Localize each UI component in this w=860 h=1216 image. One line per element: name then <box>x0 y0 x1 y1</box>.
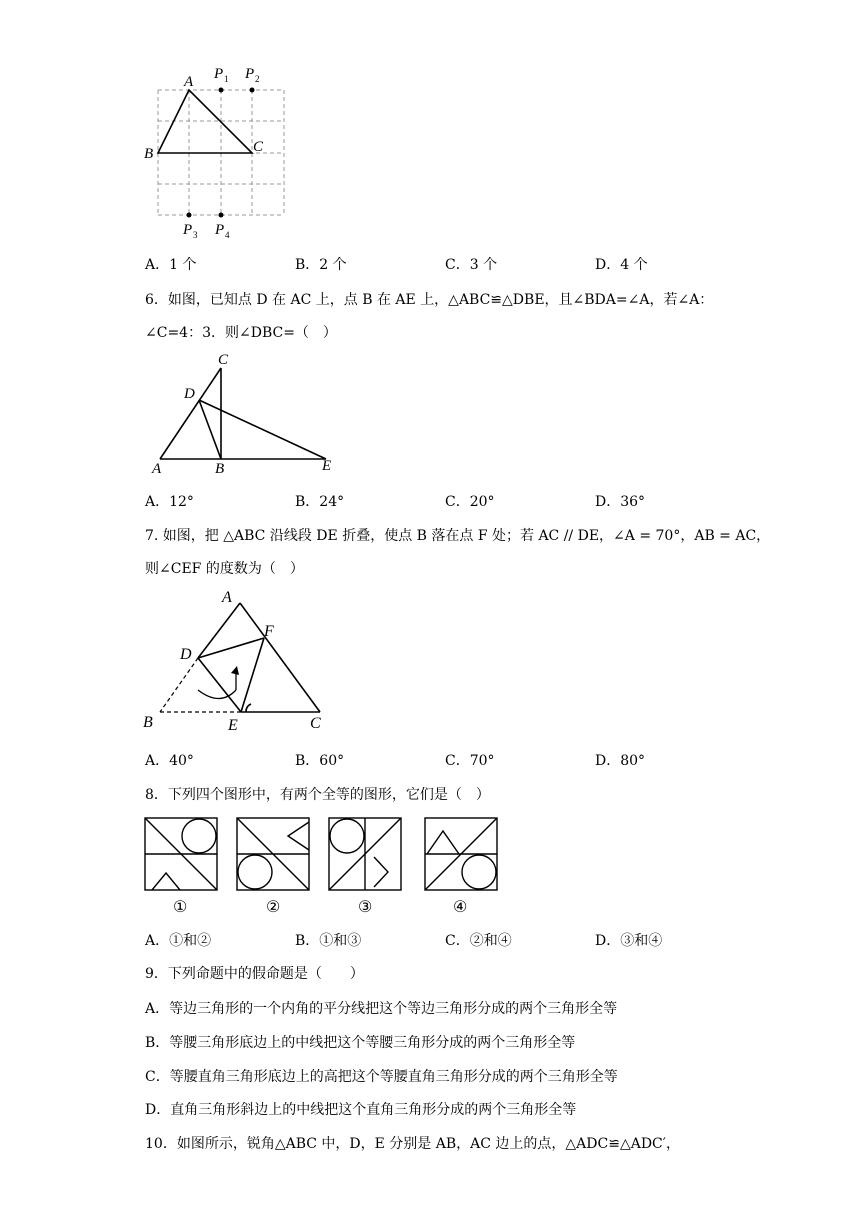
q8-option-d[interactable]: D．③和④ <box>595 933 663 949</box>
q7-option-b[interactable]: B．60° <box>295 753 345 769</box>
svg-text:P: P <box>245 66 255 82</box>
q8-option-b[interactable]: B．①和③ <box>295 933 362 949</box>
q8-label-1: ① <box>173 897 188 916</box>
q5-option-a[interactable]: A．1 个 <box>145 257 197 273</box>
svg-text:B: B <box>143 714 153 731</box>
q6-stem-line1: 6．如图，已知点 D 在 AC 上，点 B 在 AE 上，△ABC≌△DBE，且∠BDA=∠A，若∠A： <box>145 292 714 308</box>
q8-shape-1 <box>144 817 220 893</box>
q10-stem-line1: 10．如图所示，锐角△ABC 中，D，E 分别是 AB，AC 边上的点，△ADC≌△ADC′， <box>145 1136 680 1152</box>
q7-fold-figure <box>140 585 340 735</box>
svg-text:A: A <box>184 74 194 90</box>
q8-label-2: ② <box>266 897 281 916</box>
q9-option-d[interactable]: D．直角三角形斜边上的中线把这个直角三角形分成的两个三角形全等 <box>145 1102 577 1118</box>
svg-text:A: A <box>222 589 232 606</box>
q9-option-c[interactable]: C．等腰直角三角形底边上的高把这个等腰直角三角形分成的两个三角形全等 <box>145 1069 618 1085</box>
q9-option-b[interactable]: B．等腰三角形底边上的中线把这个等腰三角形分成的两个三角形全等 <box>145 1035 576 1051</box>
svg-text:2: 2 <box>255 74 260 84</box>
q6-option-b[interactable]: B．24° <box>295 494 345 510</box>
svg-text:C: C <box>218 352 229 368</box>
svg-text:B: B <box>144 146 154 162</box>
q8-option-c[interactable]: C．②和④ <box>445 933 512 949</box>
svg-text:A: A <box>152 461 162 477</box>
svg-text:3: 3 <box>193 230 198 240</box>
svg-text:E: E <box>322 458 332 474</box>
svg-text:P: P <box>183 222 193 238</box>
svg-text:P: P <box>214 66 224 82</box>
q5-grid-figure <box>140 62 300 247</box>
q8-label-3: ③ <box>358 897 373 916</box>
q7-option-d[interactable]: D．80° <box>595 753 646 769</box>
q8-shape-4 <box>424 817 500 893</box>
q8-shape-3 <box>328 817 404 893</box>
svg-text:F: F <box>264 623 274 640</box>
q7-option-c[interactable]: C．70° <box>445 753 495 769</box>
svg-text:C: C <box>253 139 264 155</box>
svg-text:P: P <box>215 222 225 238</box>
q8-option-a[interactable]: A．①和② <box>145 933 212 949</box>
svg-text:D: D <box>180 646 192 663</box>
q7-stem-line2: 则∠CEF 的度数为（ ） <box>145 561 304 577</box>
q6-triangle-figure <box>140 348 350 478</box>
q6-option-c[interactable]: C．20° <box>445 494 495 510</box>
svg-text:B: B <box>215 461 225 477</box>
svg-text:1: 1 <box>224 74 229 84</box>
q8-stem-line1: 8．下列四个图形中，有两个全等的图形，它们是（ ） <box>145 787 490 803</box>
q5-option-b[interactable]: B．2 个 <box>295 257 347 273</box>
q6-stem-line2: ∠C=4：3．则∠DBC=（ ） <box>145 325 337 341</box>
q9-stem-line1: 9．下列命题中的假命题是（ ） <box>145 966 364 982</box>
q5-option-d[interactable]: D．4 个 <box>595 257 648 273</box>
q8-shape-2 <box>236 817 312 893</box>
q6-option-d[interactable]: D．36° <box>595 494 646 510</box>
svg-text:4: 4 <box>225 230 230 240</box>
q7-stem-line1: 7. 如图，把 △ABC 沿线段 DE 折叠，使点 B 落在点 F 处；若 AC // DE，∠A = 70°，AB = AC， <box>145 528 771 544</box>
q6-option-a[interactable]: A．12° <box>145 494 194 510</box>
q7-option-a[interactable]: A．40° <box>145 753 194 769</box>
q8-label-4: ④ <box>453 897 468 916</box>
q5-option-c[interactable]: C．3 个 <box>445 257 498 273</box>
q9-option-a[interactable]: A．等边三角形的一个内角的平分线把这个等边三角形分成的两个三角形全等 <box>145 1001 618 1017</box>
svg-text:E: E <box>228 717 238 734</box>
svg-text:C: C <box>310 715 321 732</box>
svg-text:D: D <box>184 386 195 402</box>
